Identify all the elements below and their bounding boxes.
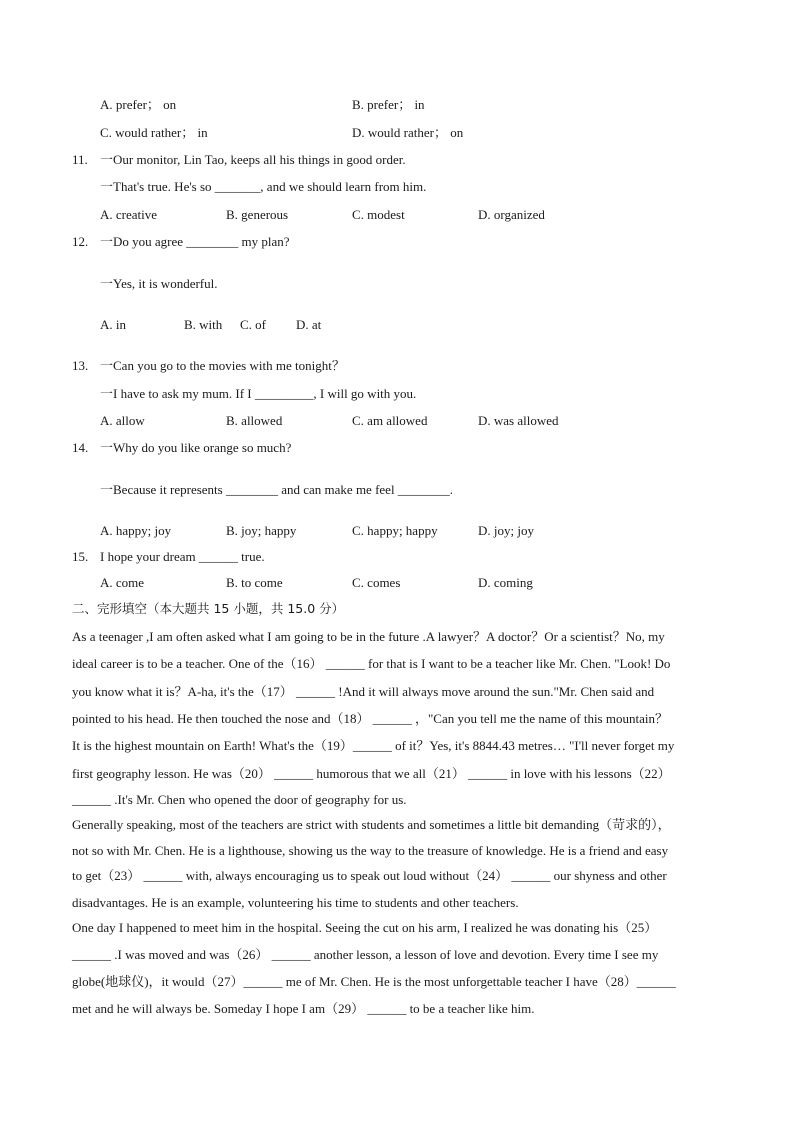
q11-option-b: B. generous [226, 207, 289, 222]
passage-line: As a teenager ,I am often asked what I am going to be in the future .A lawyer？A doctor？Or a scientist？No, my [72, 629, 665, 644]
q11-prompt: 一Our monitor, Lin Tao, keeps all his things in good order. [100, 152, 406, 167]
q13-option-a: A. allow [100, 413, 145, 428]
passage-line: disadvantages. He is an example, volunteering his time to students and other teachers. [72, 895, 519, 910]
passage-line: not so with Mr. Chen. He is a lighthouse, showing us the way to the treasure of knowledge. He is a friend and easy [72, 843, 669, 858]
section-title: 二、完形填空（本大题共 15 小题，共 15.0 分） [72, 601, 345, 616]
q13-option-c: C. am allowed [352, 413, 428, 428]
q12-option-c: C. of [240, 317, 266, 332]
q15-number: 15. [72, 549, 89, 564]
passage-line: Generally speaking, most of the teachers are strict with students and sometimes a little bit demanding（苛求的）， [72, 817, 671, 832]
q15-option-c: C. comes [352, 575, 401, 590]
q13-response: 一I have to ask my mum. If I _________, I will go with you. [100, 386, 417, 401]
q15-option-d: D. coming [478, 575, 533, 590]
q13-prompt: 一Can you go to the movies with me tonight？ [100, 358, 345, 373]
passage-line: met and he will always be. Someday I hope I am（29） ______ to be a teacher like him. [72, 1001, 535, 1016]
q12-option-a: A. in [100, 317, 126, 332]
q14-option-d: D. joy; joy [478, 523, 534, 538]
q15-option-b: B. to come [226, 575, 283, 590]
q14-prompt: 一Why do you like orange so much? [100, 440, 292, 455]
q15-prompt: I hope your dream ______ true. [100, 549, 265, 564]
q11-option-d: D. organized [478, 207, 545, 222]
passage-line: It is the highest mountain on Earth! What's the（19）______ of it？Yes, it's 8844.43 metres… "I'll never forget my [72, 738, 675, 753]
q11-number: 11. [72, 152, 88, 167]
q11-option-a: A. creative [100, 207, 158, 222]
passage-line: to get（23） ______ with, always encouraging us to speak out loud without（24） ______ our shyness and other [72, 868, 667, 883]
q13-option-b: B. allowed [226, 413, 283, 428]
q14-option-b: B. joy; happy [226, 523, 297, 538]
q11-response: 一That's true. He's so _______, and we should learn from him. [100, 179, 427, 194]
q14-number: 14. [72, 440, 89, 455]
q13-option-d: D. was allowed [478, 413, 559, 428]
passage-line: One day I happened to meet him in the hospital. Seeing the cut on his arm, I realized he was donating his（25） [72, 920, 658, 935]
q11-option-c: C. modest [352, 207, 405, 222]
q12-response: 一Yes, it is wonderful. [100, 276, 218, 291]
q14-response: 一Because it represents ________ and can make me feel ________. [100, 482, 454, 497]
q10-option-d: D. would rather； on [352, 125, 464, 140]
q14-option-c: C. happy; happy [352, 523, 438, 538]
q12-option-b: B. with [184, 317, 223, 332]
passage-line: first geography lesson. He was（20） ______ humorous that we all（21） ______ in love with his lessons（22） [72, 766, 671, 781]
q10-option-c: C. would rather； in [100, 125, 208, 140]
q12-option-d: D. at [296, 317, 322, 332]
q10-option-a: A. prefer； on [100, 97, 177, 112]
passage-line: ideal career is to be a teacher. One of the（16） ______ for that is I want to be a teacher like Mr. Chen. "Look! Do [72, 656, 671, 671]
q15-option-a: A. come [100, 575, 145, 590]
q12-number: 12. [72, 234, 89, 249]
q14-option-a: A. happy; joy [100, 523, 172, 538]
passage-line: ______ .It's Mr. Chen who opened the door of geography for us. [72, 792, 407, 807]
q10-option-b: B. prefer； in [352, 97, 425, 112]
passage-line: you know what it is？A-ha, it's the（17） ______ !And it will always move around the sun."Mr. Chen said and [72, 684, 655, 699]
q12-prompt: 一Do you agree ________ my plan? [100, 234, 290, 249]
passage-line: globe(地球仪)，it would（27）______ me of Mr. Chen. He is the most unforgettable teacher I have（28）______ [72, 974, 676, 989]
q13-number: 13. [72, 358, 89, 373]
passage-line: pointed to his head. He then touched the nose and（18） ______ ，"Can you tell me the name of this mountain？ [72, 711, 668, 726]
passage-line: ______ .I was moved and was（26） ______ another lesson, a lesson of love and devotion. Every time I see my [72, 947, 659, 962]
